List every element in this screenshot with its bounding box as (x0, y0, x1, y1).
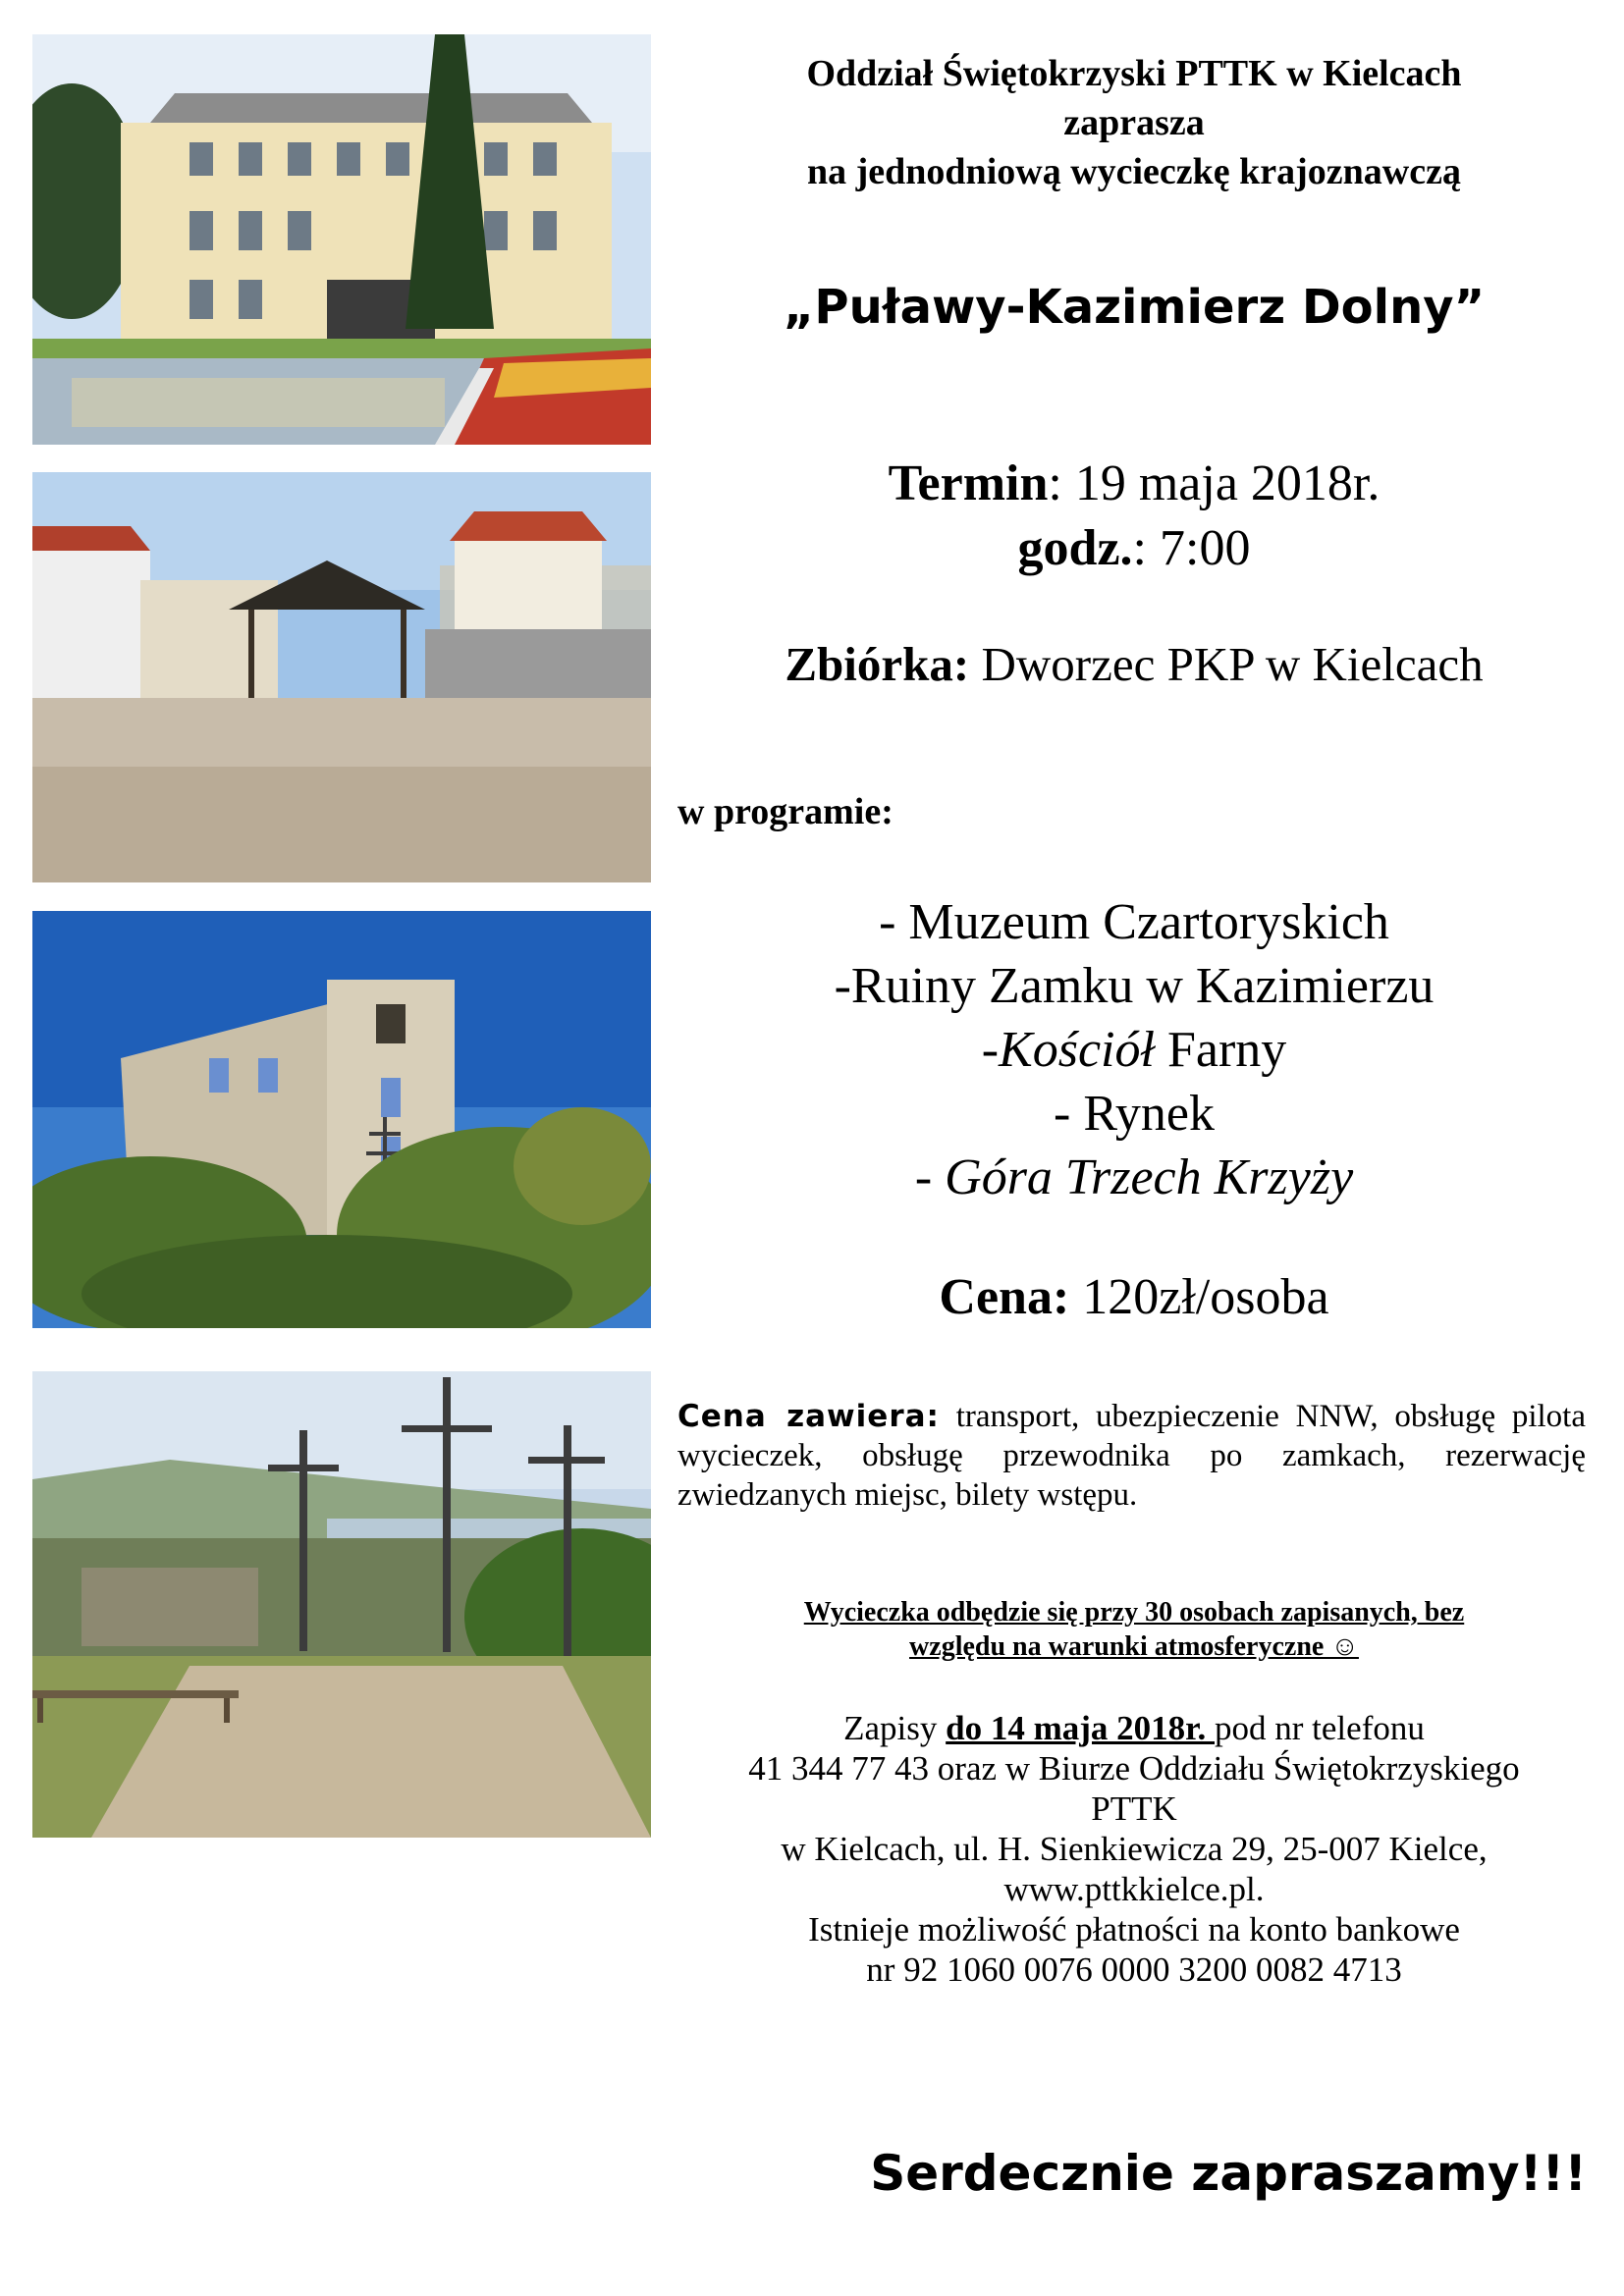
termin-line (677, 452, 1591, 516)
header-line-2: zaprasza (1063, 102, 1205, 143)
termin-value: : 19 maja 2018r. (1048, 455, 1380, 511)
includes-text: transport, ubezpieczenie NNW, obsługę pilota wycieczek, obsługę przewodnika po zamkach, rezerwację zwiedzanych miejsc, bilety wstępu. (677, 1399, 1587, 1513)
zbiorka-label: Zbiórka: (785, 637, 970, 691)
program-item: -Ruiny Zamku w Kazimierzu (834, 958, 1435, 1014)
includes-label: Cena zawiera: (677, 1399, 940, 1434)
price-value: 120zł/osoba (1069, 1269, 1329, 1325)
closing-invitation: Serdecznie zapraszamy!!! (870, 2145, 1587, 2202)
signup-payment: Istnieje możliwość płatności na konto bankowe (808, 1910, 1460, 1949)
header-line-1: Oddział Świętokrzyski PTTK w Kielcach (806, 53, 1462, 94)
minimum-participants-note (677, 1595, 1591, 1664)
signup-deadline: do 14 maja 2018r. (946, 1709, 1216, 1747)
trip-title: „Puławy-Kazimierz Dolny” (783, 280, 1486, 335)
signup-line-1: Zapisy do 14 maja 2018r. pod nr telefonu (843, 1709, 1425, 1747)
note-line-1: Wycieczka odbędzie się przy 30 osobach zapisanych, bez (803, 1597, 1465, 1628)
godz-line (677, 516, 1591, 581)
signup-bank-account: nr 92 1060 0076 0000 3200 0082 4713 (866, 1950, 1402, 1989)
header-line-3: na jednodniową wycieczkę krajoznawczą (807, 151, 1461, 192)
header (677, 49, 1591, 196)
godz-label: godz. (1017, 520, 1133, 576)
program-list (677, 890, 1591, 1209)
program-item: - Rynek (1053, 1086, 1215, 1142)
program-item: -Kościół Farny (981, 1022, 1287, 1078)
note-line-2: względu na warunki atmosferyczne ☺ (909, 1631, 1359, 1662)
price-label: Cena: (939, 1269, 1070, 1325)
program-item: - Góra Trzech Krzyży (914, 1149, 1354, 1205)
program-heading: w programie: (677, 791, 893, 832)
schedule (677, 452, 1591, 581)
signup-phone: 41 344 77 43 oraz w Biurze Oddziału Świętokrzyskiego (748, 1749, 1520, 1788)
photo-castle-ruins (32, 911, 651, 1328)
price-includes (677, 1397, 1586, 1515)
meeting-point (677, 636, 1591, 692)
price (677, 1268, 1591, 1326)
signup-address: w Kielcach, ul. H. Sienkiewicza 29, 25-007 Kielce, (781, 1830, 1488, 1868)
photo-market-square (32, 472, 651, 882)
photo-three-crosses (32, 1371, 651, 1838)
photo-palace-pulawy (32, 34, 651, 445)
signup-website: www.pttkkielce.pl. (1003, 1870, 1265, 1908)
godz-value: : 7:00 (1132, 520, 1251, 576)
program-item: - Muzeum Czartoryskich (879, 894, 1389, 950)
signup-line-3: PTTK (1091, 1789, 1177, 1828)
signup-info (677, 1708, 1591, 1990)
zbiorka-value: Dworzec PKP w Kielcach (969, 637, 1484, 691)
termin-label: Termin (888, 455, 1049, 511)
